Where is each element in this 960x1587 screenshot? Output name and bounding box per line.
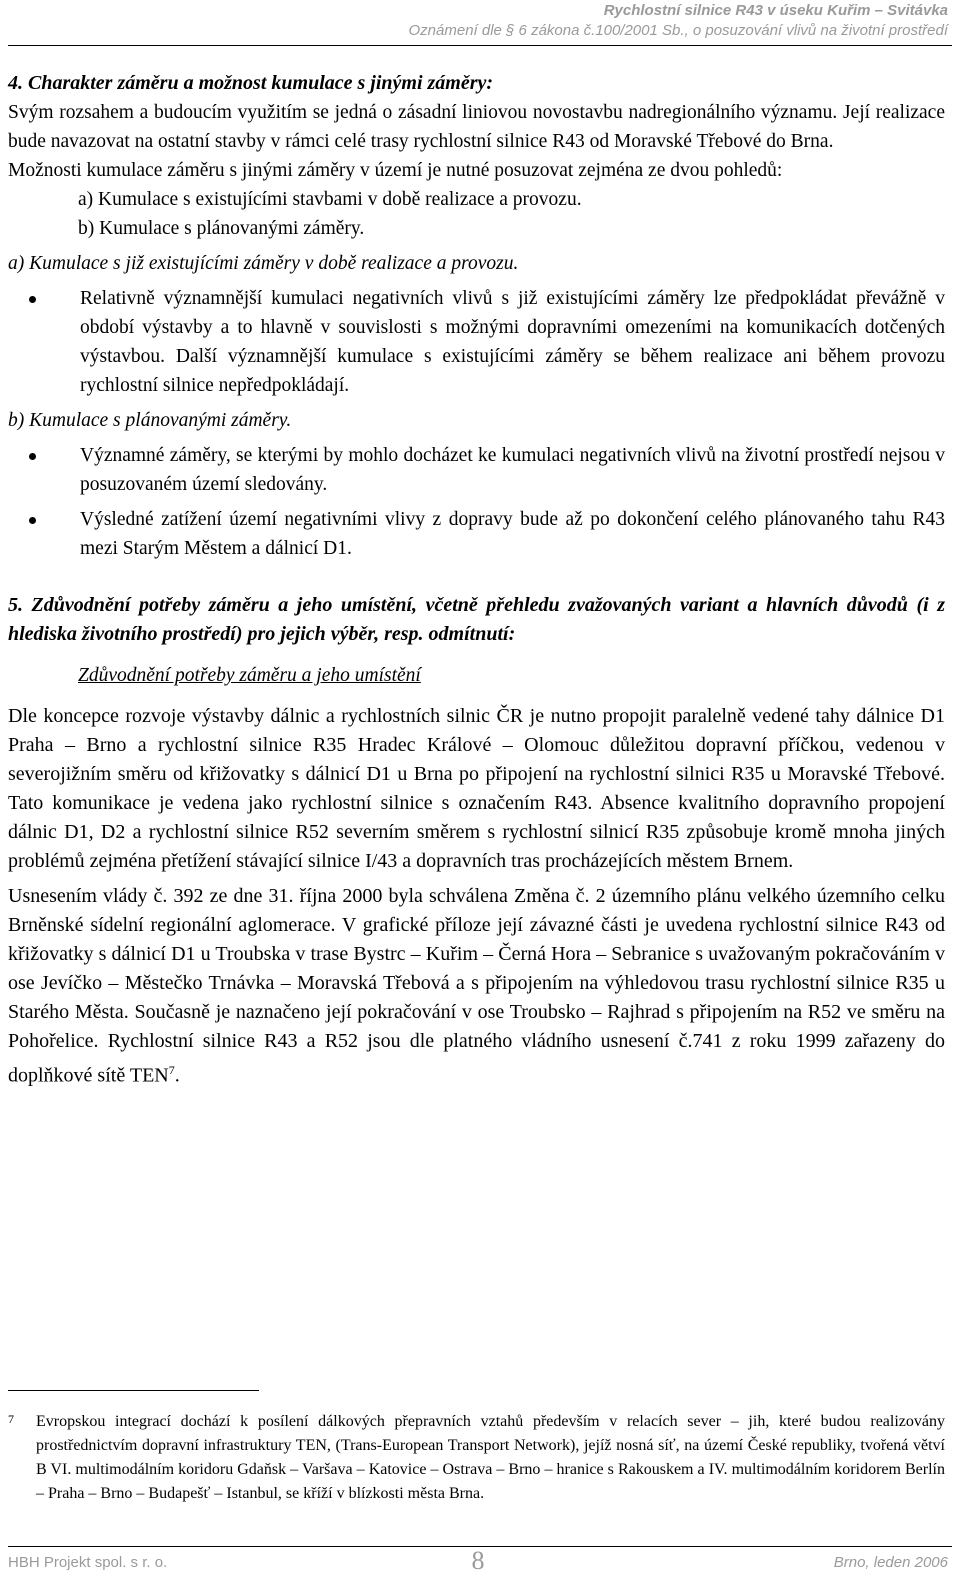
footnote xyxy=(8,1410,945,1506)
section-5-paragraph-1: Dle koncepce rozvoje výstavby dálnic a rychlostních silnic ČR je nutno propojit paralelně vedené tahy dálnice D1 Praha – Brno a rychlostní silnice R35 Hradec Králové – Olomouc důležitou dopravní příčkou, vedenou v severojižním směru od křižovatky s dálnicí D1 u Brna po připojení na rychlostní silnici R35 u Moravské Třebové. Tato komunikace je vedena jako rychlostní silnice s označením R43. Absence kvalitního dopravního propojení dálnic D1, D2 a rychlostní silnice R52 severním směrem s rychlostní silnicí R35 způsobuje kromě mnoha jiných problémů zejména přetížení stávající silnice I/43 a dopravních tras procházejících městem Brnem. xyxy=(8,705,945,872)
subsection-b-title: b) Kumulace s plánovanými záměry. xyxy=(8,410,292,431)
section-5-title: 5. Zdůvodnění potřeby záměru a jeho umístění, včetně přehledu zvažovaných variant a hlavních důvodů (i z hlediska životního prostředí) pro jejich výběr, resp. odmítnutí: xyxy=(8,594,945,645)
bullet-item xyxy=(8,505,945,563)
footnote-reference[interactable]: 7 xyxy=(168,1063,175,1077)
section-4-paragraph-1: Svým rozsahem a budoucím využitím se jedná o zásadní liniovou novostavbu nadregionálního významu. Její realizace bude navazovat na ostatní stavby v rámci celé trasy rychlostní silnice R43 od Moravské Třebové do Brna. xyxy=(8,102,945,152)
paragraph-end: . xyxy=(174,1064,180,1087)
subsection-a-title: a) Kumulace s již existujícími záměry v době realizace a provozu. xyxy=(8,253,519,274)
footnote-divider xyxy=(8,1390,259,1391)
bullet-item xyxy=(8,441,945,499)
header-project-title: Rychlostní silnice R43 v úseku Kuřim – Svitávka xyxy=(603,2,948,19)
section-5-subheading: Zdůvodnění potřeby záměru a jeho umístění xyxy=(78,665,421,686)
section-5-paragraph-2 xyxy=(8,882,945,1091)
bullet-text: Výsledné zatížení území negativními vlivy z dopravy bude až po dokončení celého plánovaného tahu R43 mezi Starým Městem a dálnicí D1. xyxy=(80,509,945,559)
footer-company: HBH Projekt spol. s r. o. xyxy=(8,1554,168,1571)
header-divider xyxy=(8,45,952,46)
bullet-icon xyxy=(29,296,36,303)
page-number: 8 xyxy=(471,1546,485,1575)
bullet-item xyxy=(8,284,945,400)
bullet-text: Relativně významnější kumulaci negativních vlivů s již existujícími záměry lze předpokládat převážně v období výstavby a to hlavně v souvislosti s možnými dopravními omezeními na komunikacích dotčených výstavbou. Další významnější kumulace s existujícími záměry se během realizace ani během provozu rychlostní silnice nepředpokládají. xyxy=(80,288,945,396)
paragraph-text: Usnesením vlády č. 392 ze dne 31. října 2000 byla schválena Změna č. 2 územního plánu velkého územního celku Brněnské sídelní regionální aglomerace. V grafické příloze její závazné části je uvedena rychlostní silnice R43 od křižovatky s dálnicí D1 u Troubska v trase Bystrc – Kuřim – Černá Hora – Sebranice s uvažovaným pokračováním v ose Jevíčko – Městečko Trnávka – Moravská Třebová a s připojením na výhledovou trasu rychlostní silnice R35 u Starého Města. Současně je naznačeno její pokračování v ose Troubsko – Rajhrad s připojením na R52 ve směru na Pohořelice. Rychlostní silnice R43 a R52 jsou dle platného vládního usnesení č.741 z roku 1999 zařazeny do doplňkové sítě TEN xyxy=(8,885,945,1087)
page-header xyxy=(409,2,949,40)
footnote-number: 7 xyxy=(8,1412,14,1426)
cumulation-item-a: a) Kumulace s existujícími stavbami v době realizace a provozu. xyxy=(78,189,582,210)
footnote-text: Evropskou integrací dochází k posílení dálkových přepravních vztahů především v relacích sever – jih, které budou realizovány prostřednictvím dopravní infrastruktury TEN, (Trans-European Transport Network), jejíž nosná síť, na území České republiky, tvořená větví B VI. multimodálním koridoru Gdaňsk – Varšava – Katovice – Ostrava – Brno – hranice s Rakouskem a IV. multimodálním koridorem Berlín – Praha – Brno – Budapešť – Istanbul, se kříží v blízkosti města Brna. xyxy=(36,1413,945,1502)
section-4-title: 4. Charakter záměru a možnost kumulace s jinými záměry: xyxy=(8,72,494,94)
page-footer xyxy=(8,1548,948,1578)
subsection-b-bullets xyxy=(8,441,945,563)
bullet-icon xyxy=(29,517,36,524)
main-content xyxy=(8,60,945,1091)
footer-date: Brno, leden 2006 xyxy=(833,1554,948,1571)
section-4-paragraph-2: Možnosti kumulace záměru s jinými záměry v území je nutné posuzovat zejména ze dvou pohledů: xyxy=(8,160,783,181)
bullet-icon xyxy=(29,453,36,460)
subsection-a-bullets xyxy=(8,284,945,400)
header-document-type: Oznámení dle § 6 zákona č.100/2001 Sb., o posuzování vlivů na životní prostředí xyxy=(408,22,948,39)
cumulation-item-b: b) Kumulace s plánovanými záměry. xyxy=(78,218,365,239)
bullet-text: Významné záměry, se kterými by mohlo docházet ke kumulaci negativních vlivů na životní prostředí nejsou v posuzovaném území sledovány. xyxy=(80,445,945,495)
